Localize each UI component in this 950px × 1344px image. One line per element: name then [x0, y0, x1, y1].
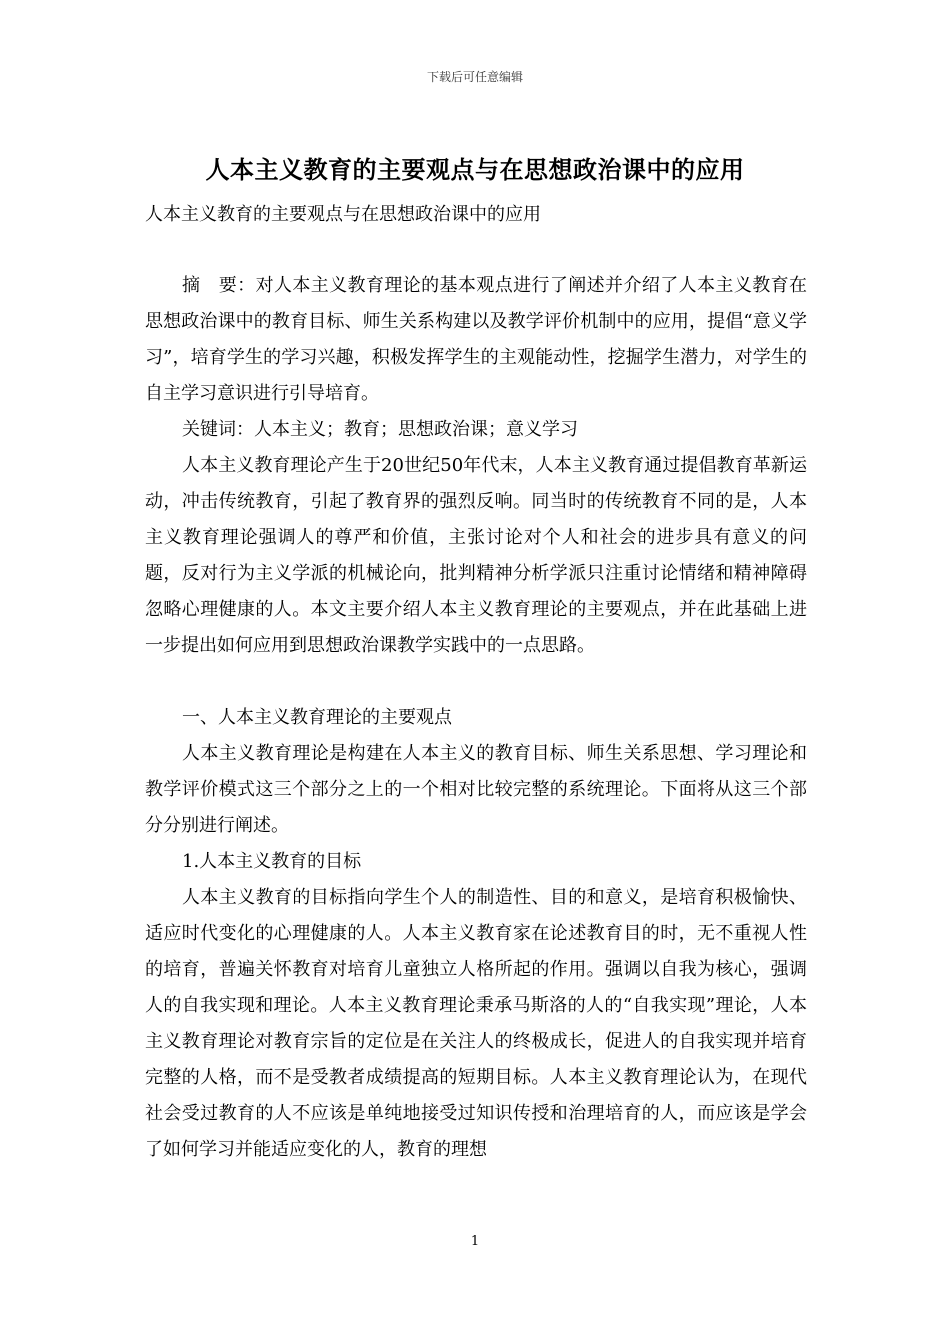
section-heading: 一、人本主义教育理论的主要观点	[182, 707, 452, 728]
paragraph-gap	[145, 664, 807, 700]
keywords-paragraph: 关键词：人本主义；教育；思想政治课；意义学习	[182, 419, 578, 440]
header-note: 下载后可任意编辑	[426, 70, 523, 84]
document-subtitle: 人本主义教育的主要观点与在思想政治课中的应用	[145, 204, 541, 225]
section-paragraph: 人本主义教育理论是构建在人本主义的教育目标、师生关系思想、学习理论和教学评价模式这三个部分之上的一个相对比较完整的系统理论。下面将从这三个部分分别进行阐述。	[145, 743, 807, 836]
page-number: 1	[470, 1234, 480, 1249]
intro-paragraph: 人本主义教育理论产生于20世纪50年代末，人本主义教育通过提倡教育革新运动，冲击传统教育，引起了教育界的强烈反响。同当时的传统教育不同的是，人本主义教育理论强调人的尊严和价值，主张讨论对个人和社会的进步具有意义的问题，反对行为主义学派的机械论向，批判精神分析学派只注重讨论情绪和精神障碍忽略心理健康的人。本文主要介绍人本主义教育理论的主要观点，并在此基础上进一步提出如何应用到思想政治课教学实践中的一点思路。	[145, 455, 807, 656]
abstract-paragraph: 摘 要：对人本主义教育理论的基本观点进行了阐述并介绍了人本主义教育在思想政治课中的教育目标、师生关系构建以及教学评价机制中的应用，提倡“意义学习”，培育学生的学习兴趣，积极发挥学生的主观能动性，挖掘学生潜力，对学生的自主学习意识进行引导培育。	[145, 275, 807, 404]
document-title: 人本主义教育的主要观点与在思想政治课中的应用	[205, 156, 745, 184]
subsection-heading: 1.人本主义教育的目标	[182, 851, 362, 872]
subsection-paragraph: 人本主义教育的目标指向学生个人的制造性、目的和意义，是培育积极愉快、适应时代变化的心理健康的人。人本主义教育家在论述教育目的时，无不重视人性的培育，普遍关怀教育对培育儿童独立人格所起的作用。强调以自我为核心，强调人的自我实现和理论。人本主义教育理论秉承马斯洛的人的“自我实现”理论，人本主义教育理论对教育宗旨的定位是在关注人的终极成长，促进人的自我实现并培育完整的人格，而不是受教者成绩提高的短期目标。人本主义教育理论认为，在现代社会受过教育的人不应该是单纯地接受过知识传授和治理培育的人，而应该是学会了如何学习并能适应变化的人，教育的理想	[145, 887, 807, 1160]
document-body	[145, 268, 807, 1168]
